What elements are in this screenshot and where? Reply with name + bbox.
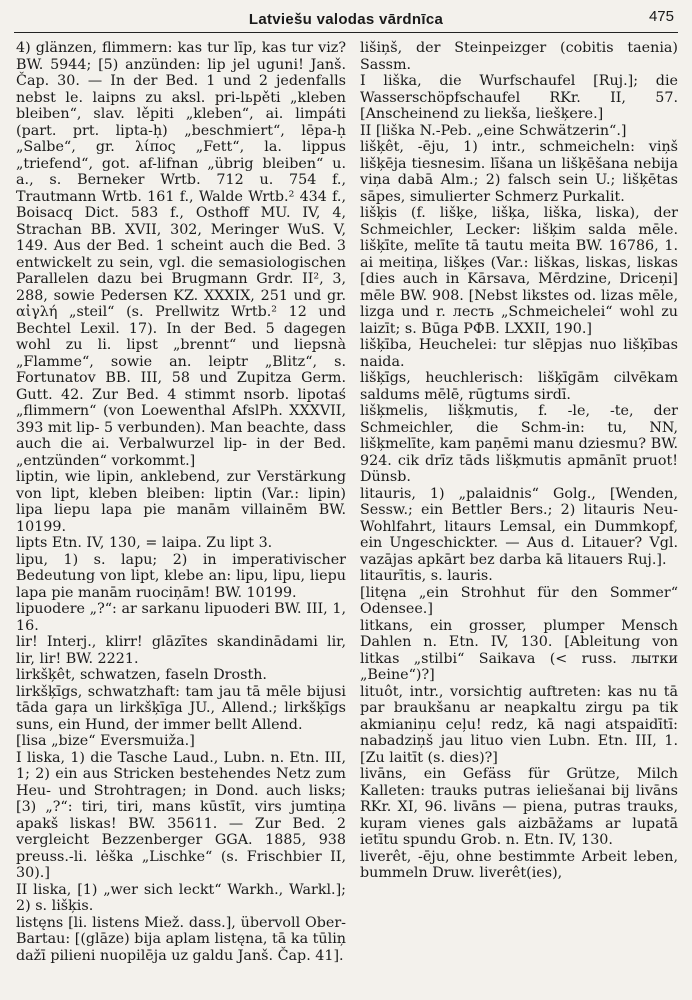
running-head: Latviešu valodas vārdnīca (248, 10, 444, 28)
entry-litauritis: litaurītis, s. lauris. (360, 568, 493, 584)
entry-liskis: lišķis (f. lišķe, lišķa, liška, liska), der Schmeichler, Lecker: lišķim salda mēle. lišķīte, melīte tā tautu meita BW. 16786, 1. ai meitiņa, lišķes (Var.: liškas, liskas, liskas [dies auch in Kārsava, Mērdzine, Driceņi] mēle BW. 908. [Nebst likstes od. lizas mēle, lizga und r. лесть „Schmeichelei“ wohl zu laizīt; s. Būga РФВ. LXXII, 190.] (360, 205, 678, 337)
entry-liska-2: II liska, [1) „wer sich leckt“ Warkh., Warkl.]; 2) s. lišķis. (16, 881, 346, 914)
entry-liska-1: I liska, 1) die Tasche Laud., Lubn. n. Etn. III, 1; 2) ein aus Stricken bestehendes Netz zum Heu- und Strohtragen; in Dond. auch lisks; [3) „?“: tiri, tiri, mans kūstīt, virs jumtiņa apakš liskas! BW. 35611. — Zur Bed. 2 vergleicht Bezzenberger GGA. 1885, 938 preuss.-li. lėška „Lischke“ (s. Frischbier II, 30).] (16, 749, 346, 881)
entry-lipt-continued: 4) glänzen, flimmern: kas tur līp, kas tur viz? BW. 5944; [5) anzünden: lip jel uguni! Janš. Čap. 30. — In der Bed. 1 und 2 jedenfalls nebst le. laipns zu aksl. pri-lьpěti „kleben bleiben“, slav. lěpiti „kleben“, ai. limpáti (part. prt. lipta-ḥ) „beschmiert“, lēpa-ḥ „Salbe“, gr. λίπος „Fett“, la. lippus „triefend“, got. af-lifnan „übrig bleiben“ u. a., s. Berneker Wrtb. 712 u. 754 f., Trautmann Wrtb. 161 f., Walde Wrtb.² 434 f., Boisacq Dict. 583 f., Osthoff MU. IV, 4, Strachan BB. XVII, 302, Meringer WuS. V, 149. Aus der Bed. 1 scheint auch die Bed. 3 entwickelt zu sein, vgl. die semasiologischen Parallelen dazu bei Brugmann Grdr. II², 3, 288, sowie Pedersen KZ. XXXIX, 251 und gr. αἰγλή „steil“ (s. Prellwitz Wrtb.² 12 und Bechtel Lexil. 17). In der Bed. 5 dagegen wohl zu li. lipst „brennt“ und liepsnà „Flamme“, sowie an. leiptr „Blitz“, s. Fortunatov BB. III, 58 und Zupitza Germ. Gutt. 42. Zur Bed. 4 stimmt nsorb. lipotaś „flimmern“ (von Loewenthal AfslPh. XXXVII, 393 mit lip- 5 verbunden). Man beachte, dass auch die ai. Verbalwurzel lip- in der Bed. „entzünden“ vorkommt.] (16, 40, 346, 469)
page-number: 475 (648, 8, 674, 25)
entry-liskmelis: lišķmelis, lišķmutis, f. -le, -te, der Schmeichler, die Schm-in: tu, NN, lišķmelīte, kam paņēmi manu dziesmu? BW. 924. cik drīz tāds lišķmutis apmānīt pruot! Dünsb. (360, 403, 678, 485)
entry-litauris: litauris, 1) „palaidnis“ Golg., [Wenden, Sessw.; ein Bettler Bers.; 2) litauris Neu-Wohlfahrt, litaurs Lemsal, ein Dummkopf, ein Ungeschickter. — Aus d. Litauer? Vgl. vazājas apkārt bez darba kā litauers Ruj.]. (360, 485, 678, 568)
entry-liskeet: lišķêt, -ēju, 1) intr., schmeicheln: viņš lišķēja tiesnesim. līšana un lišķēšana nebija viņa dabā Alm.; 2) falsch sein U.; lišķētas sāpes, simulierter Schmerz Purkalit. (360, 139, 678, 205)
entry-liska-i: I liška, die Wurfschaufel [Ruj.]; die Wasserschöpfschaufel RKr. II, 57. [Anscheinend zu liekša, liešķere.] (360, 73, 678, 122)
entry-lisins: lišiņš, der Steinpeizger (cobitis taenia) Sassm. (360, 40, 678, 73)
entry-livereet: liverêt, -ēju, ohne bestimmte Arbeit leben, bummeln Druw. liverêt(ies), (360, 848, 678, 881)
entry-liskiba: lišķība, Heuchelei: tur slēpjas nuo lišķības naida. (360, 337, 678, 370)
entry-lipuodere: lipuodere „?“: ar sarkanu lipuoderi BW. III, 1, 16. (16, 601, 346, 634)
entry-lir: lir! Interj., klirr! glāzītes skandinādami lir, lir, lir! BW. 2221. (16, 634, 346, 667)
entry-lipts: lipts Etn. IV, 130, = laipa. Zu lipt 3. (16, 535, 273, 551)
entry-liptin: liptin, wie lipin, anklebend, zur Verstärkung von lipt, kleben bleiben: liptin (Var.: lipin) lipa liepu lapa pie manām villainēm BW. 10199. (16, 469, 346, 535)
entry-listens: listęns [li. listens Miež. dass.], übervoll Ober-Bartau: [(glāze) bija aplam listęna, tā ka tūliņ dažī pilieni nuopilēja uz galdu Janš. Čap. 41]. (16, 914, 346, 964)
entry-lipu: lipu, 1) s. lapu; 2) in imperativischer Bedeutung von lipt, klebe an: lipu, lipu, liepu lapa pie manām ruociņām! BW. 10199. (16, 551, 346, 601)
right-column (360, 40, 678, 996)
entry-liska-ii: II [liška N.-Peb. „eine Schwätzerin“.] (360, 122, 627, 139)
entry-liskigs: lišķīgs, heuchlerisch: lišķīgām cilvēkam saldums mēlē, rūgtums sirdī. (360, 370, 678, 403)
entry-livans: livāns, ein Gefäss für Grütze, Milch Kalleten: trauks putras ieliešanai bij livāns RKr. XI, 96. livāns — piena, putras trauks, kuŗam vienes gals aizbāžams ar lupatā ietītu spundu Grob. n. Etn. IV, 130. (360, 766, 678, 848)
entry-lisa: [lisa „bize“ Eversmuiža.] (16, 733, 195, 749)
entry-litena: [litęna „ein Strohhut für den Sommer“ Odensee.] (360, 584, 678, 617)
entry-lirkskeet: lirkšķêt, schwatzen, faseln Drosth. (16, 667, 267, 683)
page-header (14, 6, 678, 33)
entry-lituot: lituôt, intr., vorsichtig auftreten: kas nu tā par braukšanu ar neapkaltu zirgu pa tik akmianiņu ceļu! redz, kā nagi atspaidītī: nabadziņš jau lituo vien Lubn. Etn. III, 1. [Zu laitīt (s. dies)?] (360, 683, 678, 766)
left-column (16, 40, 346, 996)
entry-lirkskigs: lirkšķīgs, schwatzhaft: tam jau tā mēle bijusi tāda gaŗa un lirkšķīga JU., Allend.; lirkšķīgs suns, ein Hund, der immer bellt Allend. (16, 683, 346, 733)
entry-litkans: litkans, ein grosser, plumper Mensch Dahlen n. Etn. IV, 130. [Ableitung von litkas „stilbi“ Saikava (< russ. лытки „Beine“)?] (360, 617, 678, 683)
